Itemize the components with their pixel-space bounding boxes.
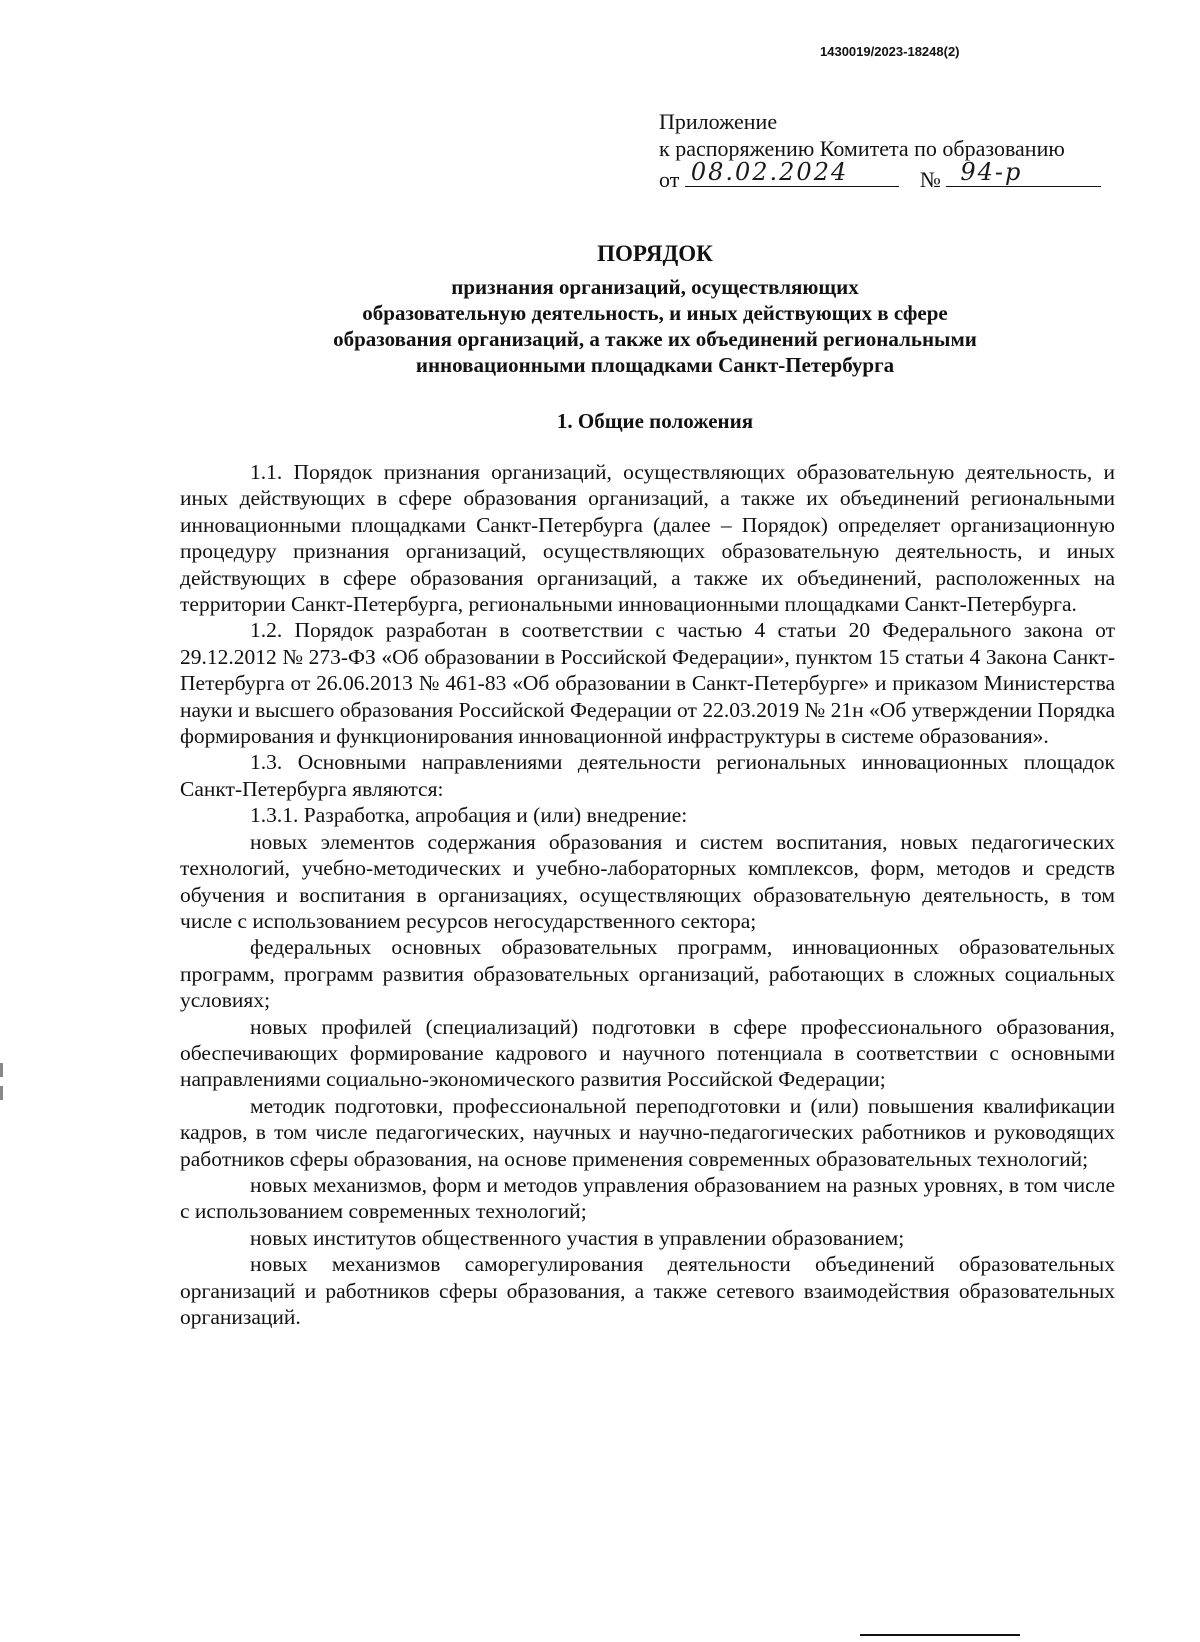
document-subtitle	[180, 274, 1130, 378]
paragraph: 1.3. Основными направлениями деятельности региональных инновационных площадок Санкт-Петербурга являются:	[180, 750, 1115, 801]
paragraph: новых механизмов саморегулирования деятельности объединений образовательных организаций и работников сферы образования, а также сетевого взаимодействия образовательных организаций.	[180, 1252, 1115, 1329]
subtitle-line: образовательную деятельность, и иных действующих в сфере	[362, 301, 948, 325]
paragraph: федеральных основных образовательных программ, инновационных образовательных программ, программ развития образовательных организаций, работающих в сложных социальных условиях;	[180, 935, 1115, 1013]
paragraph: методик подготовки, профессиональной переподготовки и (или) повышения квалификации кадров, в том числе педагогических, научных и научно-педагогических работников и руководящих работников сферы образования, на основе применения современных образовательных технологий;	[180, 1093, 1115, 1171]
scan-edge-mark	[0, 1086, 3, 1100]
paragraph: 1.2. Порядок разработан в соответствии с частью 4 статьи 20 Федерального закона от 29.12.2012 № 273-ФЗ «Об образовании в Российской Федерации», пунктом 15 статьи 4 Закона Санкт-Петербурга от 26.06.2013 № 461-83 «Об образовании в Санкт-Петербурге» и приказом Министерства науки и высшего образования Российской Федерации от 22.03.2019 № 21н «Об утверждении Порядка формирования и функционирования инновационной инфраструктуры в системе образования».	[180, 618, 1115, 749]
paragraph: новых институтов общественного участия в управлении образованием;	[250, 1225, 905, 1250]
section-heading: 1. Общие положения	[556, 409, 754, 433]
paragraph: новых механизмов, форм и методов управления образованием на разных уровнях, в том числе с использованием современных технологий;	[180, 1172, 1115, 1224]
number-field	[946, 158, 1101, 187]
paragraph: 1.1. Порядок признания организаций, осуществляющих образовательную деятельность, и иных действующих в сфере образования организаций, а также их объединений региональными инновационными площадками Санкт-Петербурга (далее – Порядок) определяет организационную процедуру признания организаций, осуществляющих образовательную деятельность, и иных действующих в сфере образования организаций, а также их объединений, расположенных на территории Санкт-Петербурга, региональными инновационными площадками Санкт-Петербурга.	[180, 460, 1115, 617]
subtitle-line: инновационными площадками Санкт-Петербурга	[415, 353, 895, 377]
date-prefix: от	[659, 167, 680, 192]
paragraph: 1.3.1. Разработка, апробация и (или) внедрение:	[250, 803, 688, 828]
appendix-reference: к распоряжению Комитета по образованию	[659, 136, 1065, 161]
subtitle-line: образования организаций, а также их объединений региональными	[333, 327, 977, 351]
appendix-block	[659, 108, 1101, 193]
page-bottom-rule	[860, 1634, 1020, 1636]
appendix-date-number-line	[659, 158, 1101, 193]
handwritten-date: 08.02.2024	[690, 158, 849, 186]
registration-number: 1430019/2023-18248(2)	[820, 44, 960, 59]
handwritten-number: 94-р	[960, 158, 1023, 186]
paragraph: новых профилей (специализаций) подготовки в сфере профессионального образования, обеспечивающих формирование кадрового и научного потенциала в соответствии с основными направлениями социально-экономического развития Российской Федерации;	[180, 1014, 1115, 1092]
date-field	[685, 158, 899, 187]
number-prefix: №	[919, 167, 941, 192]
appendix-title: Приложение	[659, 109, 778, 134]
document-body	[180, 459, 1115, 1330]
paragraph: новых элементов содержания образования и систем воспитания, новых педагогических технологий, учебно-методических и учебно-лабораторных комплексов, форм, методов и средств обучения и воспитания в организациях, осуществляющих образовательную деятельность, в том числе с использованием ресурсов негосударственного сектора;	[180, 829, 1115, 933]
subtitle-line: признания организаций, осуществляющих	[451, 275, 859, 299]
document-title: ПОРЯДОК	[597, 241, 713, 266]
scan-edge-mark	[0, 1063, 3, 1077]
